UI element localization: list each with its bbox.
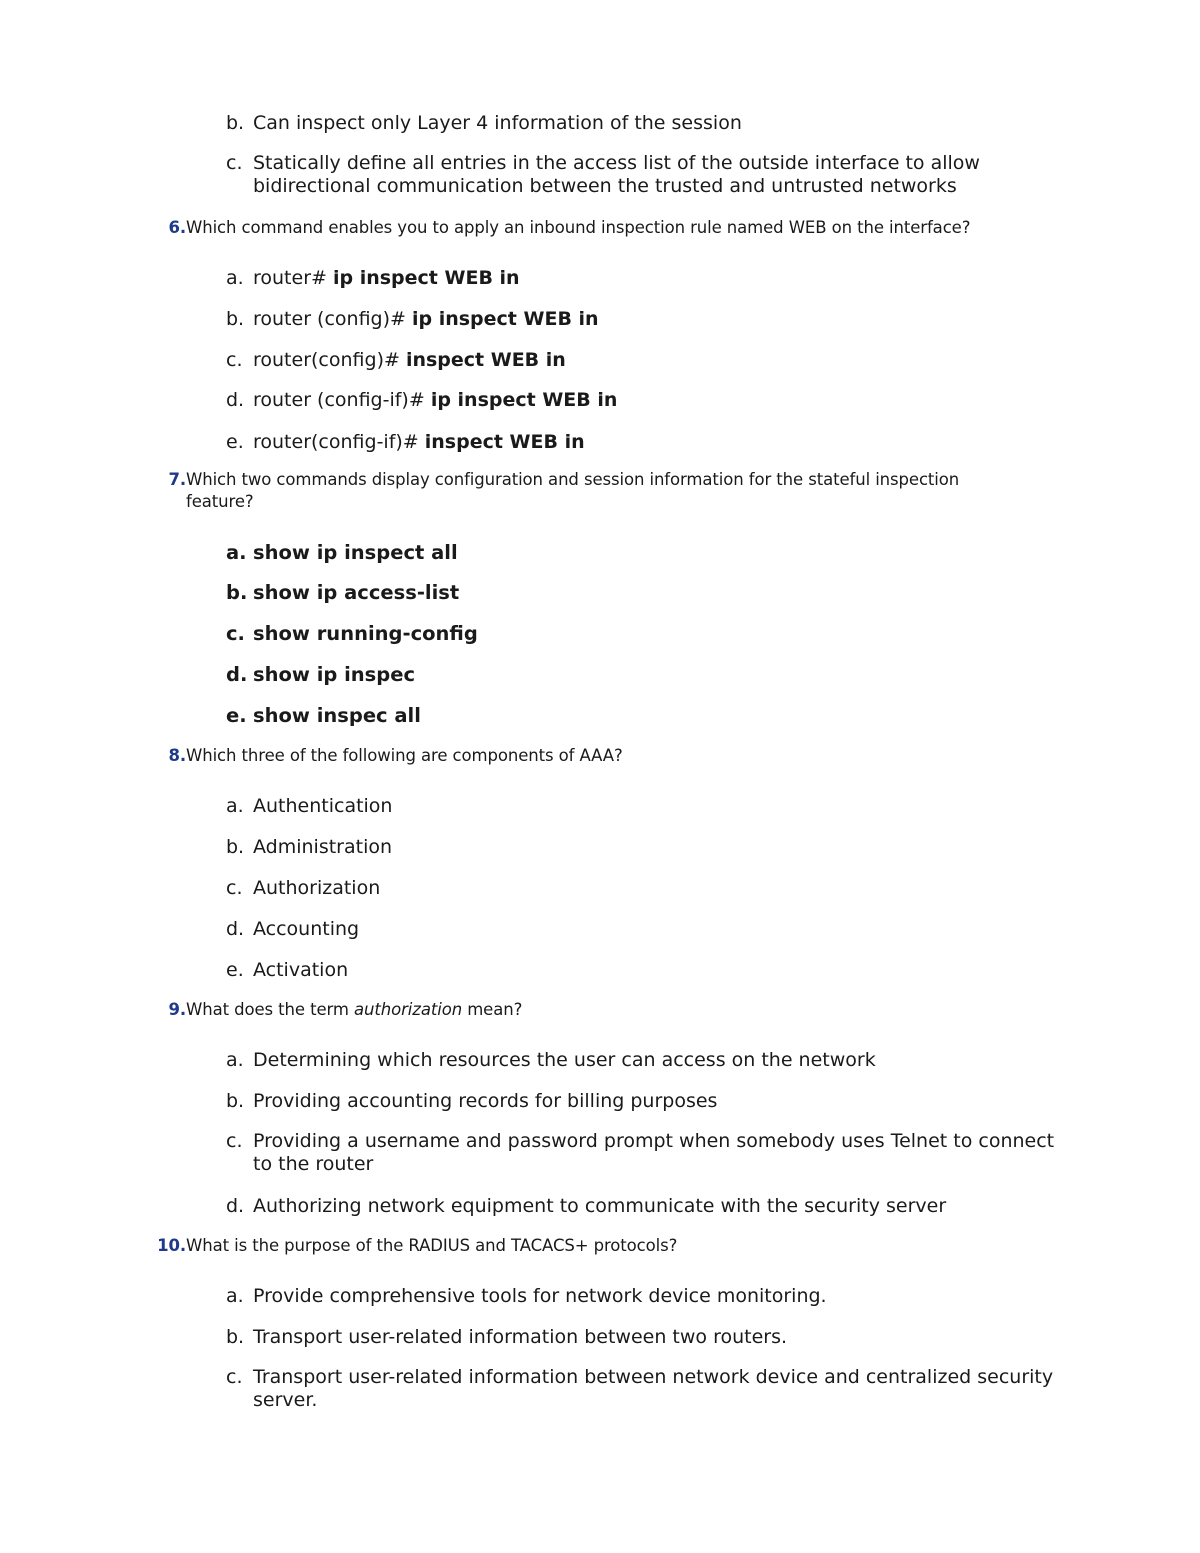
option-letter: b. (226, 581, 248, 604)
option-letter: b. (226, 1090, 245, 1112)
question-number: 8. (168, 746, 186, 765)
option-letter: b. (226, 836, 245, 858)
option-letter: e. (226, 431, 244, 453)
option-letter: d. (226, 389, 245, 411)
question-number: 7. (168, 470, 186, 489)
question-number: 6. (168, 218, 186, 237)
option-text: Transport user-related information between network device and centralized security (253, 1366, 1054, 1388)
q9-option-d (226, 1194, 946, 1218)
question-text: Which command enables you to apply an inbound inspection rule named WEB on the interface? (186, 218, 971, 237)
option-letter: c. (226, 877, 243, 899)
option-c (226, 152, 980, 198)
option-letter: b. (226, 112, 245, 134)
q8-option-b (226, 835, 392, 859)
q6-option-e (226, 430, 585, 454)
q10-option-a (226, 1284, 827, 1308)
option-text: Providing accounting records for billing purposes (253, 1090, 718, 1112)
question-8 (168, 744, 623, 768)
q8-option-c (226, 876, 380, 900)
option-text: show running-config (253, 622, 478, 645)
question-6 (168, 216, 971, 240)
option-prompt: router(config)# (253, 349, 406, 371)
q7-option-d (226, 663, 415, 687)
option-text: Administration (253, 836, 393, 858)
option-letter: c. (226, 152, 243, 174)
q6-option-d (226, 388, 617, 412)
option-text: Provide comprehensive tools for network device monitoring. (253, 1285, 827, 1307)
question-text-continued: feature? (186, 492, 254, 511)
option-text: show ip inspect all (253, 541, 458, 564)
option-text: Authentication (253, 795, 393, 817)
option-letter: d. (226, 1195, 245, 1217)
option-text: Authorizing network equipment to communicate with the security server (253, 1195, 947, 1217)
option-letter: c. (226, 1366, 243, 1388)
option-letter: e. (226, 959, 244, 981)
option-prompt: router(config-if)# (253, 431, 425, 453)
option-prompt: router (config)# (253, 308, 412, 330)
q9-option-a (226, 1048, 876, 1072)
option-text: show ip inspec (253, 663, 416, 686)
option-text-continued: server. (253, 1389, 318, 1411)
q7-option-c (226, 622, 478, 646)
option-letter: c. (226, 622, 245, 645)
option-letter: b. (226, 1326, 245, 1348)
q6-option-a (226, 266, 520, 290)
question-7 (168, 469, 960, 513)
q8-option-d (226, 917, 359, 941)
option-text-continued: to the router (253, 1153, 374, 1175)
q8-option-a (226, 794, 392, 818)
option-letter: a. (226, 795, 244, 817)
option-letter: a. (226, 541, 247, 564)
q9-option-b (226, 1089, 717, 1113)
q7-option-e (226, 704, 421, 728)
q6-option-c (226, 348, 566, 372)
option-letter: d. (226, 918, 245, 940)
option-letter: d. (226, 663, 248, 686)
question-text: Which two commands display configuration and session information for the stateful inspection (186, 470, 960, 489)
q9-option-c (226, 1130, 1054, 1176)
option-text: Determining which resources the user can access on the network (253, 1049, 876, 1071)
option-command: ip inspect WEB in (430, 389, 618, 411)
option-letter: a. (226, 1285, 244, 1307)
question-text: What does the term (186, 1000, 355, 1019)
option-letter: c. (226, 1130, 243, 1152)
option-letter: c. (226, 349, 243, 371)
option-text-continued: bidirectional communication between the trusted and untrusted networks (253, 175, 957, 197)
q7-option-b (226, 581, 459, 605)
option-text: Statically define all entries in the access list of the outside interface to allow (253, 152, 980, 174)
option-b (226, 111, 742, 135)
question-number: 9. (168, 1000, 186, 1019)
question-10 (157, 1234, 678, 1258)
q7-option-a (226, 541, 458, 565)
option-command: ip inspect WEB in (411, 308, 599, 330)
option-text: Can inspect only Layer 4 information of the session (253, 112, 742, 134)
question-9 (168, 998, 523, 1022)
option-text: Accounting (253, 918, 360, 940)
option-command: inspect WEB in (405, 349, 566, 371)
q10-option-b (226, 1325, 787, 1349)
question-text: Which three of the following are components of AAA? (186, 746, 623, 765)
option-text: Authorization (253, 877, 381, 899)
option-command: ip inspect WEB in (332, 267, 520, 289)
question-text-emphasis: authorization (354, 1000, 463, 1019)
option-letter: a. (226, 1049, 244, 1071)
option-text: show ip access-list (253, 581, 460, 604)
option-text: Transport user-related information between two routers. (253, 1326, 788, 1348)
q8-option-e (226, 958, 348, 982)
option-letter: e. (226, 704, 247, 727)
q10-option-c (226, 1366, 1053, 1412)
option-letter: a. (226, 267, 244, 289)
option-text: show inspec all (253, 704, 421, 727)
question-number: 10. (157, 1236, 186, 1255)
option-command: inspect WEB in (424, 431, 585, 453)
question-text: What is the purpose of the RADIUS and TACACS+ protocols? (186, 1236, 678, 1255)
option-text: Activation (253, 959, 349, 981)
q6-option-b (226, 307, 599, 331)
option-text: Providing a username and password prompt when somebody uses Telnet to connect (253, 1130, 1055, 1152)
option-prompt: router (config-if)# (253, 389, 431, 411)
option-prompt: router# (253, 267, 333, 289)
question-text-end: mean? (462, 1000, 523, 1019)
option-letter: b. (226, 308, 245, 330)
